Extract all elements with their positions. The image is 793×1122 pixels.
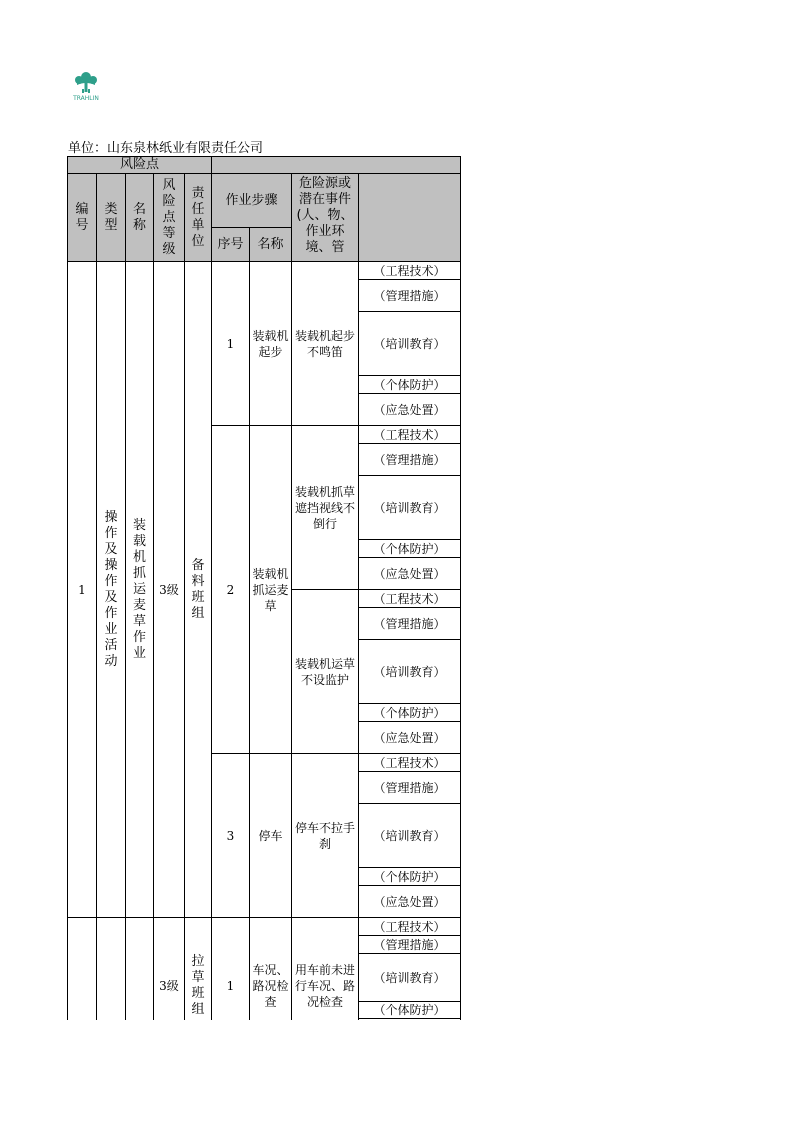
- hazard-text: 装载机起步不鸣笛: [294, 328, 355, 359]
- company-unit-line: 单位：山东泉林纸业有限责任公司: [68, 141, 264, 156]
- header-responsible-unit: 责 任 单 位: [191, 185, 205, 249]
- step-name: 车况、路况检查: [252, 963, 289, 1009]
- measure-training: （培训教育）: [373, 500, 446, 515]
- row1-unit: 备 料 班 组: [191, 557, 205, 621]
- header-number: 编 号: [75, 201, 89, 233]
- measure-training: （培训教育）: [373, 828, 446, 843]
- header-seq: 序号: [217, 236, 244, 252]
- row1-level: 3级: [159, 582, 179, 597]
- hazard-text: 用车前未进行车况、路况检查: [294, 963, 355, 1009]
- step-name: 装载机起步: [252, 328, 289, 359]
- measure-emergency: （应急处置）: [373, 566, 446, 581]
- measure-ppe: （个体防护）: [373, 541, 446, 556]
- measure-training: （培训教育）: [373, 336, 446, 351]
- header-hazard: 危险源或潜在事件(人、物、作业环境、管: [296, 176, 354, 255]
- step-name: 停车: [258, 828, 283, 843]
- header-type: 类 型: [104, 201, 118, 233]
- measure-training: （培训教育）: [373, 970, 446, 985]
- svg-text:TRAHLIN: TRAHLIN: [73, 95, 99, 102]
- row1-number: 1: [78, 582, 86, 597]
- header-risk-point: 风险点: [119, 157, 159, 172]
- header-name: 名 称: [132, 201, 146, 233]
- header-risk-level: 风 险 点 等 级: [162, 177, 176, 257]
- row2-unit: 拉 草 班 组: [191, 954, 205, 1017]
- measure-emergency: （应急处置）: [373, 730, 446, 745]
- measure-engineering: （工程技术）: [373, 263, 446, 278]
- measure-ppe: （个体防护）: [373, 377, 446, 392]
- measure-engineering: （工程技术）: [373, 427, 446, 442]
- measure-ppe: （个体防护）: [373, 705, 446, 720]
- company-logo: [66, 70, 106, 102]
- measure-management: （管理措施）: [373, 780, 446, 795]
- step-seq: 1: [226, 979, 235, 993]
- measure-engineering: （工程技术）: [373, 919, 446, 934]
- step-seq: 1: [226, 336, 235, 351]
- measure-engineering: （工程技术）: [373, 755, 446, 770]
- row1-name: 装 载 机 抓 运 麦 草 作 业: [132, 517, 146, 661]
- tree-logo-icon: [66, 70, 106, 102]
- row2-level: 3级: [159, 979, 179, 993]
- measure-engineering: （工程技术）: [373, 591, 446, 606]
- step-seq: 2: [226, 582, 235, 597]
- measure-training: （培训教育）: [373, 664, 446, 679]
- step-seq: 3: [226, 828, 235, 843]
- step-name: 装载机抓运麦草: [252, 566, 289, 613]
- row1-type: 操 作 及 操 作 及 作 业 活 动: [104, 509, 118, 669]
- measure-management: （管理措施）: [373, 288, 446, 303]
- measure-management: （管理措施）: [373, 937, 446, 952]
- hazard-text: 装载机运草不设监护: [294, 656, 355, 687]
- measure-management: （管理措施）: [373, 452, 446, 467]
- header-step-name: 名称: [257, 236, 284, 252]
- header-work-step: 作业步骤: [225, 192, 278, 208]
- measure-emergency: （应急处置）: [373, 402, 446, 417]
- measure-emergency: （应急处置）: [373, 894, 446, 909]
- measure-ppe: （个体防护）: [373, 1003, 446, 1017]
- measure-ppe: （个体防护）: [373, 869, 446, 884]
- measure-management: （管理措施）: [373, 616, 446, 631]
- hazard-text: 停车不拉手刹: [294, 820, 355, 851]
- hazard-text: 装载机抓草遮挡视线不倒行: [294, 484, 355, 531]
